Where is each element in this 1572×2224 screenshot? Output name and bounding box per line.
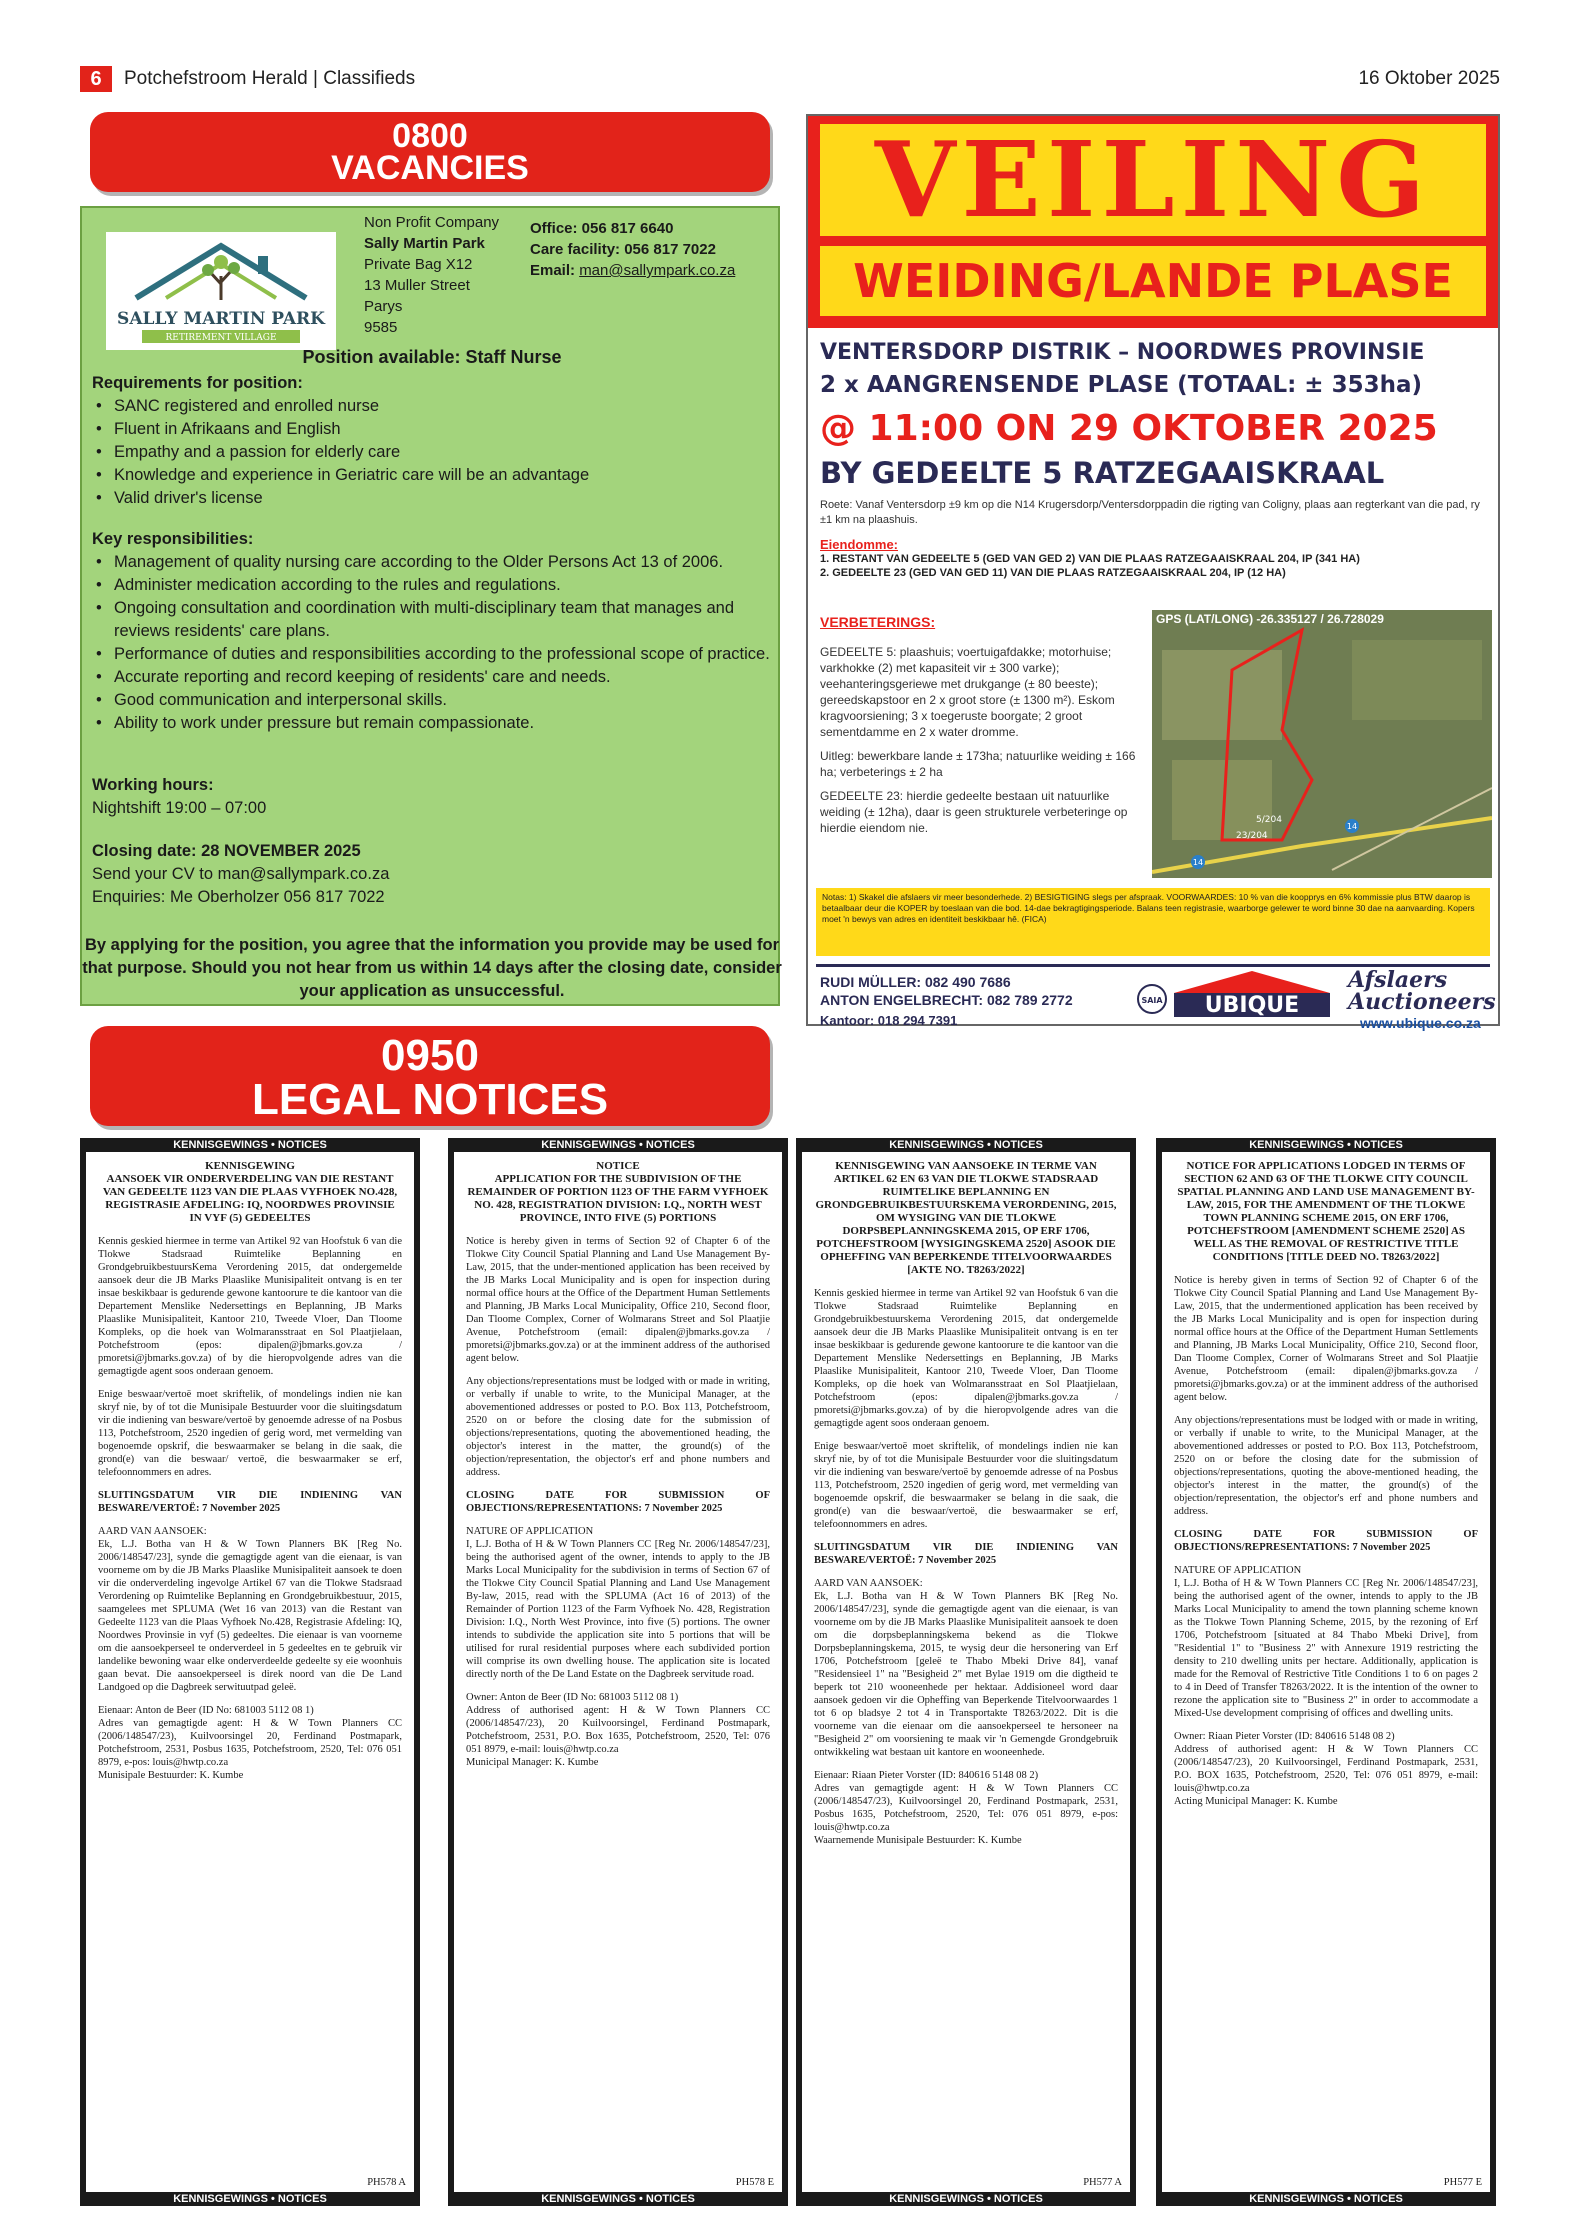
address-line: Sally Martin Park (364, 235, 485, 252)
notice-bottom-bar: KENNISGEWINGS • NOTICES (86, 2192, 414, 2206)
notice-body (98, 1160, 402, 1792)
saia-seal: SAIA (1141, 996, 1163, 1005)
contact-names (820, 973, 1073, 1009)
notice-body (1174, 1160, 1478, 1818)
property-item: 2. GEDEELTE 23 (GED VAN GED 11) VAN DIE PLAAS RATZEGAAISKRAAL 204, IP (12 HA) (820, 567, 1286, 579)
legal-code: 0950 (381, 1031, 479, 1080)
requirement-item: • Knowledge and experience in Geriatric care will be an advantage (92, 464, 772, 487)
responsibility-item: • Good communication and interpersonal skills. (92, 689, 772, 712)
notice-column (1156, 1138, 1496, 2206)
auctioneer-contacts (816, 964, 1496, 1031)
responsibility-item: • Administer medication according to the rules and regulations. (92, 574, 772, 597)
working-hours (92, 774, 772, 820)
veiling-ad (806, 114, 1500, 1031)
veiling-location: BY GEDEELTE 5 RATZEGAAISKRAAL (820, 456, 1385, 490)
responsibility-item: • Performance of duties and responsibilities according to the professional scope of practice. (92, 643, 772, 666)
veiling-farms: 2 x AANGRENSENDE PLASE (TOTAAL: ± 353ha) (820, 372, 1422, 398)
auctioneers-text: Auctioneers (1348, 989, 1496, 1015)
improvement-para: GEDEELTE 5: plaashuis; voertuigafdakke; motorhuise; varkhokke (2) met kapasiteit vir ± 300 varke); veehanteringsgeriewe met drukgange (± 80 beeste); gereedskapstoor en 2 x groot store (± 1300 m²). Eskom kragvoorsiening; 3 x toegeruste boorgate; 2 groot sementdamme en 2 x water dromme. (820, 645, 1115, 739)
notice-para: Any objections/representations must be lodged with or made in writing, or verbally if unable to write, to the Municipal Manager, at the abovementioned addresses or posted to P.O. Box 113, Potchefstroom, 2520 on or before the closing date for the submission of objections/representations, quoting the above-mentioned heading, the objector's interest in the matter, the ground(s) of the objection/representation, the objector's erf and phone numbers and address. (1174, 1415, 1478, 1517)
sally-martin-ad (80, 206, 780, 1006)
notice-column (448, 1138, 788, 2206)
notice-nature: NATURE OF APPLICATION I, L.J. Botha of H & W Town Planners CC [Reg Nr. 2006/148547/23], being the authorised agent of the owner, intends to apply to the JB Marks Local Municipality to amend the town planning scheme known as the Tlokwe Town Planning Scheme, 2015, by the rezoning of Erf 1706, Potchefstroom [situated at 84 Thabo Mbeki Drive], from "Residential 1" to "Business 2" with Annexure 1919 restricting the density to 210 dwelling units per hectare. Additionally, application is made for the Removal of Restrictive Title Conditions 1 to 6 on pages 2 to 4 in Deed of Transfer T8263/2022. It is the intention of the owner to rezone the application site to "Business 2" in order to accommodate a Mixed-Use development comprising of offices and dwelling units. (1174, 1565, 1478, 1719)
legal-label: LEGAL NOTICES (251, 1075, 609, 1124)
notice-nature: AARD VAN AANSOEK: Ek, L.J. Botha van H & W Town Planners BK [Reg No. 2006/148547/23], synde die gemagtigde agent van die eienaar, is van voorneme om by die JB Marks Plaaslike Munisipaliteit aansoek te doen om die dorpsbeplanningskema bekend as die Tlokwe Dorpsbeplanningskema, 2015, te wysig deur die hersonering van Erf 1706, Potchefstroom [geleë te Thabo Mbeki Drive 84], vanaf "Residensieel 1" na "Besigheid 2" met Bylae 1919 om die digtheid te beperk tot 210 wooneenhede per hektaar. Addisioneel word daar aansoek gedoen vir die Opheffing van Beperkende Titelvoorwaardes 1 tot 6 op bladsye 2 tot 4 in Transportakte T8263/2022. Dit is die voorneme van die eienaar om die aansoekperseel te hersoneer na "Besigheid 2" om voorsiening te maak vir 'n Gemengde Grondgebruik ontwikkeling wat bestaan uit kantore en wooneenhede. (814, 1578, 1118, 1758)
vacancies-banner (90, 112, 770, 192)
map-route-label: 14 (1192, 858, 1204, 867)
closing-info (92, 840, 772, 909)
address-line: Parys (364, 298, 403, 315)
requirement-item: • SANC registered and enrolled nurse (92, 395, 772, 418)
notice-owner: Eienaar: Anton de Beer (ID No: 681003 5112 08 1) Adres van gemagtigde agent: H & W Town Planners CC (2006/148547/23), Kuilvoorsingel 20, Ferdinand Postmapark, Potchefstroom, 2531, Posbus 1635, Potchefstroom, 2520, Tel: 076 051 8979, e-pos: louis@hwtp.co.za Munisipale Bestuurder: K. Kumbe (98, 1705, 402, 1781)
notice-title: NOTICE APPLICATION FOR THE SUBDIVISION OF THE REMAINDER OF PORTION 1123 OF THE FARM VYFHOEK NO. 428, REGISTRATION DIVISION: I.Q., NORTH WEST PROVINCE, INTO FIVE (5) PORTIONS (467, 1160, 769, 1224)
properties-heading: Eiendomme: (820, 537, 899, 552)
ubique-logo (1134, 969, 1334, 1017)
address-line: 9585 (364, 319, 398, 336)
notice-bottom-bar: KENNISGEWINGS • NOTICES (1162, 2192, 1490, 2206)
email-label: Email: (530, 262, 580, 279)
veiling-body (808, 328, 1498, 1031)
office-phone: Office: 056 817 6640 (530, 220, 674, 237)
veiling-header (808, 116, 1498, 328)
notice-owner: Owner: Riaan Pieter Vorster (ID: 840616 5148 08 2) Address of authorised agent: H & W Town Planners CC (2006/148547/23), 20 Kuilvoorsingel, Ferdinand Postmapark, 2531, P.O. BOX 1635, Potchefstroom, 2520, Tel: 076 051 8979, e-mail: louis@hwtp.co.za Acting Municipal Manager: K. Kumbe (1174, 1731, 1478, 1807)
improvements-text (820, 644, 1150, 844)
notice-owner: Owner: Anton de Beer (ID No: 681003 5112 08 1) Address of authorised agent: H & W Town Planners CC (2006/148547/23), 20 Kuilvoorsingel, Ferdinand Postmapark, Potchefstroom, 2531, P.O. Box 1635, Potchefstroom, 2520, Tel: 076 051 8979, e-mail: louis@hwtp.co.za Municipal Manager: K. Kumbe (466, 1692, 770, 1768)
care-phone: Care facility: 056 817 7022 (530, 241, 716, 258)
gps-coordinates: GPS (LAT/LONG) -26.335127 / 26.728029 (1156, 612, 1384, 626)
notice-column (796, 1138, 1136, 2206)
publication-name: Potchefstroom Herald | Classifieds (124, 68, 416, 89)
notice-bottom-bar: KENNISGEWINGS • NOTICES (802, 2192, 1130, 2206)
notice-title: KENNISGEWING VAN AANSOEKE IN TERME VAN ARTIKEL 62 EN 63 VAN DIE TLOKWE STADSRAAD RUIMTELIKE BEPLANNING EN GRONDGEBRUIKBESTUURSKEMA VERORDENING, 2015, OM WYSIGING VAN DIE TLOKWE DORPSBEPLANNINGSKEMA 2015, OP ERF 1706, POTCHEFSTROOM [WYSIGINGSKEMA 2520] ASOOK DIE OPHEFFING VAN BEPERKENDE TITELVOORWAARDES [AKTE NO. T8263/2022] (815, 1160, 1117, 1276)
veiling-district: VENTERSDORP DISTRIK – NOORDWES PROVINSIE (820, 340, 1425, 365)
notice-nature: NATURE OF APPLICATION I, L.J. Botha of H & W Town Planners CC [Reg Nr. 2006/148547/23], being the authorised agent of the owner, intends to apply to the JB Marks Local Municipality for the subdivision in terms of Section 67 of the Tlokwe City Council Spatial Planning and Land Use Management By-law, 2015, read with the SPLUMA (Act 16 of 2013) of the Remainder of Portion 1123 of the Farm Vyfhoek No. 428, Registration Division: I.Q., North West Province, into five (5) portions. The owner intends to subdivide the application site into 5 portions that will be utilised for rural residential purposes where each subdivided portion will comprise its own dwelling house. The application site is located directly north of the De Land Estate on the Dagbreek servitude road. (466, 1526, 770, 1680)
requirement-item: • Empathy and a passion for elderly care (92, 441, 772, 464)
website-link[interactable]: www.ubique.co.za (1360, 1015, 1481, 1031)
ubique-wordmark: UBIQUE (1204, 993, 1300, 1017)
map-label: 5/204 (1256, 815, 1282, 825)
notice-body (466, 1160, 770, 1779)
logo-tagline: RETIREMENT VILLAGE (165, 333, 277, 343)
veiling-title: VEILING (820, 124, 1486, 236)
notice-title: NOTICE FOR APPLICATIONS LODGED IN TERMS OF SECTION 62 AND 63 OF THE TLOKWE CITY COUNCIL SPATIAL PLANNING AND LAND USE MANAGEMENT BY-LAW, 2015, FOR THE AMENDMENT OF THE TLOKWE TOWN PLANNING SCHEME 2015, ON ERF 1706, POTCHEFSTROOM [AMENDMENT SCHEME 2520] AS WELL AS THE REMOVAL OF RESTRICTIVE TITLE CONDITIONS [TITLE DEED NO. T8263/2022] (1177, 1160, 1475, 1263)
notice-ref: PH578 E (735, 2177, 774, 2188)
map-label: 23/204 (1236, 831, 1268, 841)
sally-martin-logo (106, 232, 336, 350)
notice-closing: SLUITINGSDATUM VIR DIE INDIENING VAN BESWARE/VERTOË: 7 November 2025 (98, 1490, 402, 1514)
notice-closing: CLOSING DATE FOR SUBMISSION OF OBJECTIONS/REPRESENTATIONS: 7 November 2025 (1174, 1529, 1478, 1553)
vacancies-label: VACANCIES (331, 149, 529, 187)
veiling-route: Roete: Vanaf Ventersdorp ±9 km op die N14 Krugersdorp/Ventersdorppadin die rigting van Coligny, plaas aan regterkant van die pad, ry ±1 km na plaashuis. (820, 499, 1480, 526)
requirement-item: • Fluent in Afrikaans and English (92, 418, 772, 441)
contact-anton: ANTON ENGELBRECHT: 082 789 2772 (820, 992, 1073, 1008)
issue-date: 16 Oktober 2025 (1358, 68, 1500, 89)
company-address (364, 212, 499, 338)
notice-body (814, 1160, 1118, 1857)
responsibility-item: • Management of quality nursing care according to the Older Persons Act 13 of 2006. (92, 551, 772, 574)
position-title: Position available: Staff Nurse (302, 347, 562, 367)
requirement-item: • Valid driver's license (92, 487, 772, 510)
notice-para: Kennis geskied hiermee in terme van Artikel 92 van Hoofstuk 6 van die Tlokwe Stadsraad Ruimtelike Beplanning en GrondgebruikbestuursKema Verordening 2015, dat ondergemelde aansoek deur die JB Marks Plaaslike Munisipaliteit ontvang is en ter insae beskikbaar is gedurende gewone kantoorure te die kantoor van die Departement Menslike Nedersettings en Beplanning, JB Marks Plaaslike Munisipaliteit, Kantoor 210, Tweede Vloer, Dan Tloome Kompleks, op die hoek van Wolmaransstraat en Sol Plaatjielaan, Potchefstroom (epos: dipalen@jbmarks.gov.za / pmoretsi@jbmarks.gov.za) of by die hieropvolgende adres van die gemagtigde agent soos onderaan genoem. (98, 1236, 402, 1377)
improvements-heading: VERBETERINGS: (820, 614, 936, 630)
veiling-time: @ 11:00 ON 29 OKTOBER 2025 (820, 408, 1438, 449)
map-route-label: 14 (1346, 822, 1358, 831)
address-line: 13 Muller Street (364, 277, 470, 294)
notice-para: Kennis geskied hiermee in terme van Artikel 92 van Hoofstuk 6 van die Tlokwe Stadsraad Ruimtelike Beplanning en Grondgebruikbestuurskema Verordening 2015, dat ondergemelde aansoek deur die JB Marks Plaaslike Munisipaliteit ontvang is en ter insae beskikbaar is gedurende gewone kantoorure te die kantoor van die Departement Menslike Nedersettings en Beplanning, JB Marks Plaaslike Munisipaliteit, Kantoor 210, Tweede Vloer, Dan Tloome Kompleks, op die hoek van Wolmaransstraat en Sol Plaatjielaan, Potchefstroom (epos: dipalen@jbmarks.gov.za / pmoretsi@jbmarks.gov.za) of by die hieropvolgende adres van die gemagtigde agent soos onderaan genoem. (814, 1288, 1118, 1429)
closing-date: Closing date: 28 NOVEMBER 2025 (92, 842, 361, 860)
afslaers-text: Afslaers (1348, 967, 1448, 993)
requirements-section (92, 372, 772, 510)
legal-notices-banner (90, 1026, 770, 1126)
notice-top-bar: KENNISGEWINGS • NOTICES (86, 1138, 414, 1152)
notice-closing: CLOSING DATE FOR SUBMISSION OF OBJECTIONS/REPRESENTATIONS: 7 November 2025 (466, 1490, 770, 1514)
hours-value: Nightshift 19:00 – 07:00 (92, 799, 267, 817)
consent-note: By applying for the position, you agree that the information you provide may be used for that purpose. Should you not hear from us within 14 days after the closing date, consider your application as unsuccessful. (82, 936, 782, 1000)
notice-bottom-bar: KENNISGEWINGS • NOTICES (454, 2192, 782, 2206)
vacancies-code: 0800 (392, 117, 468, 155)
notice-owner: Eienaar: Riaan Pieter Vorster (ID: 840616 5148 08 2) Adres van gemagtigde agent: H & W Town Planners CC (2006/148547/23), Kuilvoorsingel 20, Ferdinand Postmapark, 2531, Posbus 1635, Potchefstroom, 2520, Tel: 076 051 8979, e-pos: louis@hwtp.co.za Waarnemende Munisipale Bestuurder: K. Kumbe (814, 1770, 1118, 1846)
address-line: Private Bag X12 (364, 256, 473, 273)
send-cv: Send your CV to man@sallympark.co.za (92, 865, 390, 883)
notice-para: Enige beswaar/vertoë moet skriftelik, of mondelings indien nie kan skryf nie, by of tot die Munisipale Bestuurder voor die sluitingsdatum vir die indiening van besware/vertoë by genoemde adresse of na Posbus 113, Potchefstroom, 2520 ingedien of gerig word, met vermelding van bogenoemde opskrif, die beswaarmaker se belang in die saak, die grond(e) van die beswaar/ vertoë, die beswaarmaker se erf, telefoonnommers en adres. (98, 1389, 402, 1478)
responsibilities-section (92, 528, 772, 735)
notice-para: Enige beswaar/vertoë moet skriftelik, of mondelings indien nie kan skryf nie, by of tot die Munisipale Bestuurder voor die sluitingsdatum vir die indiening van besware/vertoë by genoemde adresse of na Posbus 113, Potchefstroom, 2520 ingedien of gerig word, met vermelding van bogenoemde opskrif, die beswaarmaker se belang in die saak, die grond(e) van die beswaar/vertoë, die beswaarmaker se erf, telefoonnommers en adres. (814, 1441, 1118, 1530)
auctioneers-wordmark (1348, 969, 1496, 1013)
notice-para: Notice is hereby given in terms of Section 92 of Chapter 6 of the Tlokwe City Council Spatial Planning and Land Use Management By-Law, 2015, that the under-mentioned application has been received by the JB Marks Local Municipality and is open for inspection during normal office hours at the Office of the Department Human Settlements and Planning, JB Marks Local Municipality, Office 210, Second floor, Dan Tloome Complex, Corner of Wolmarans Street and Sol Plaatjie Avenue, Potchefstroom (email: dipalen@jbmarks.gov.za / pmoretsi@jbmarks.gov.za) or at the imminent address of the authorised agent below. (466, 1236, 770, 1364)
email-line (530, 260, 735, 281)
responsibilities-heading: Key responsibilities: (92, 530, 254, 548)
office-number: Kantoor: 018 294 7391 (820, 1013, 958, 1028)
hours-heading: Working hours: (92, 776, 214, 794)
notice-top-bar: KENNISGEWINGS • NOTICES (1162, 1138, 1490, 1152)
email-link[interactable]: man@sallympark.co.za (579, 262, 736, 279)
notice-top-bar: KENNISGEWINGS • NOTICES (454, 1138, 782, 1152)
responsibility-item: • Ongoing consultation and coordination with multi-disciplinary team that manages and reviews residents' care plans. (92, 597, 772, 643)
notice-column (80, 1138, 420, 2206)
notice-top-bar: KENNISGEWINGS • NOTICES (802, 1138, 1130, 1152)
auction-notes: Notas: 1) Skakel die afslaers vir meer besonderhede. 2) BESIGTIGING slegs per afspraak. VOORWAARDES: 10 % van die koopprys en 6% kommissie plus BTW daarop is betaalbaar deur die KOPER by toeslaan van die bod. 14-dae bekragtigingsperiode. Balans teen registrasie, waarborge gelewer te word binne 30 dae na aanvaarding. Kopers moet 'n bewys van adres en identiteit beskikbaar hê. (FICA) (816, 888, 1490, 956)
contact-rudi: RUDI MÜLLER: 082 490 7686 (820, 974, 1011, 990)
notice-para: Notice is hereby given in terms of Section 92 of Chapter 6 of the Tlokwe City Council Spatial Planning and Land Use Management By-Law, 2015, that the undermentioned application has been received by the JB Marks Local Municipality and is open for inspection during normal office hours at the Office of the Department Human Settlements and Planning, JB Marks Local Municipality, Office 210, Second floor, Dan Tloome Complex, Corner of Wolmarans Street and Sol Plaatjie Avenue, Potchefstroom (email: dipalen@jbmarks.gov.za / pmoretsi@jbmarks.gov.za) or at the imminent address of the authorised agent below. (1174, 1275, 1478, 1403)
notice-closing: SLUITINGSDATUM VIR DIE INDIENING VAN BESWARE/VERTOË: 7 November 2025 (814, 1542, 1118, 1566)
property-item: 1. RESTANT VAN GEDEELTE 5 (GED VAN GED 2) VAN DIE PLAAS RATZEGAAISKRAAL 204, IP (341 HA) (820, 553, 1360, 565)
page-number: 6 (80, 66, 112, 92)
address-line: Non Profit Company (364, 214, 500, 231)
veiling-properties (820, 538, 1486, 580)
notice-ref: PH577 E (1443, 2177, 1482, 2188)
veiling-subtitle: WEIDING/LANDE PLASE (820, 246, 1486, 316)
responsibility-item: • Ability to work under pressure but remain compassionate. (92, 712, 772, 735)
requirements-heading: Requirements for position: (92, 374, 303, 392)
responsibility-item: • Accurate reporting and record keeping of residents' care and needs. (92, 666, 772, 689)
aerial-map (1152, 610, 1492, 878)
notice-ref: PH577 A (1083, 2177, 1122, 2188)
notice-title: KENNISGEWING AANSOEK VIR ONDERVERDELING VAN DIE RESTANT VAN GEDEELTE 1123 VAN DIE PLAAS VYFHOEK NO.428, REGISTRASIE AFDELING: IQ, NOORDWES PROVINSIE IN VYF (5) GEDEELTES (102, 1160, 398, 1224)
notice-para: Any objections/representations must be lodged with or made in writing, or verbally if unable to write, to the Municipal Manager, at the abovementioned addresses or posted to P.O. Box 113, Potchefstroom, 2520 on or before the closing date for the submission of objections/representations, quoting the abovementioned heading, the objector's interest in the matter, the ground(s) of the objection/representation, the objector's erf and phone numbers and address. (466, 1376, 770, 1478)
improvement-para: GEDEELTE 23: hierdie gedeelte bestaan uit natuurlike weiding (± 12ha), daar is geen strukturele verbeteringe op hierdie eiendom nie. (820, 789, 1128, 835)
contact-details (530, 218, 735, 281)
enquiries: Enquiries: Me Oberholzer 056 817 7022 (92, 888, 385, 906)
notice-nature: AARD VAN AANSOEK: Ek, L.J. Botha van H & W Town Planners BK [Reg No. 2006/148547/23], synde die gemagtigde agent van die eienaar, is van voorneme om by die JB Marks Plaaslike Munisipaliteit aansoek te doen vir die onderverdeling ingevolge Artikel 67 van die Tlokwe Stadsraad Verordening op Ruimtelike Beplanning en Grondgebruikbestuur, 2015, saamgelees met SPLUMA (Wet 16 van 2013) van die Restant van Gedeelte 1123 van die Plaas Vyfhoek No.428, Registrasie Afdeling: IQ, Noordwes Provinsie in vyf (5) gedeeltes. Die eienaar is van voorneme om die aansoekperseel te onderverdeel in 5 gedeeltes en te gebruik vir landelike bewoning waar elke onderverdeelde gedeelte sy eie woonhuis gaan bevat. Die aansoekperseel is direk noord van die De Land Landgoed op die Dagbreek serwituutpad geleë. (98, 1526, 402, 1693)
improvement-para: Uitleg: bewerkbare lande ± 173ha; natuurlike weiding ± 166 ha; verbeterings ± 2 ha (820, 749, 1136, 779)
notice-ref: PH578 A (367, 2177, 406, 2188)
logo-name: SALLY MARTIN PARK (117, 309, 325, 329)
